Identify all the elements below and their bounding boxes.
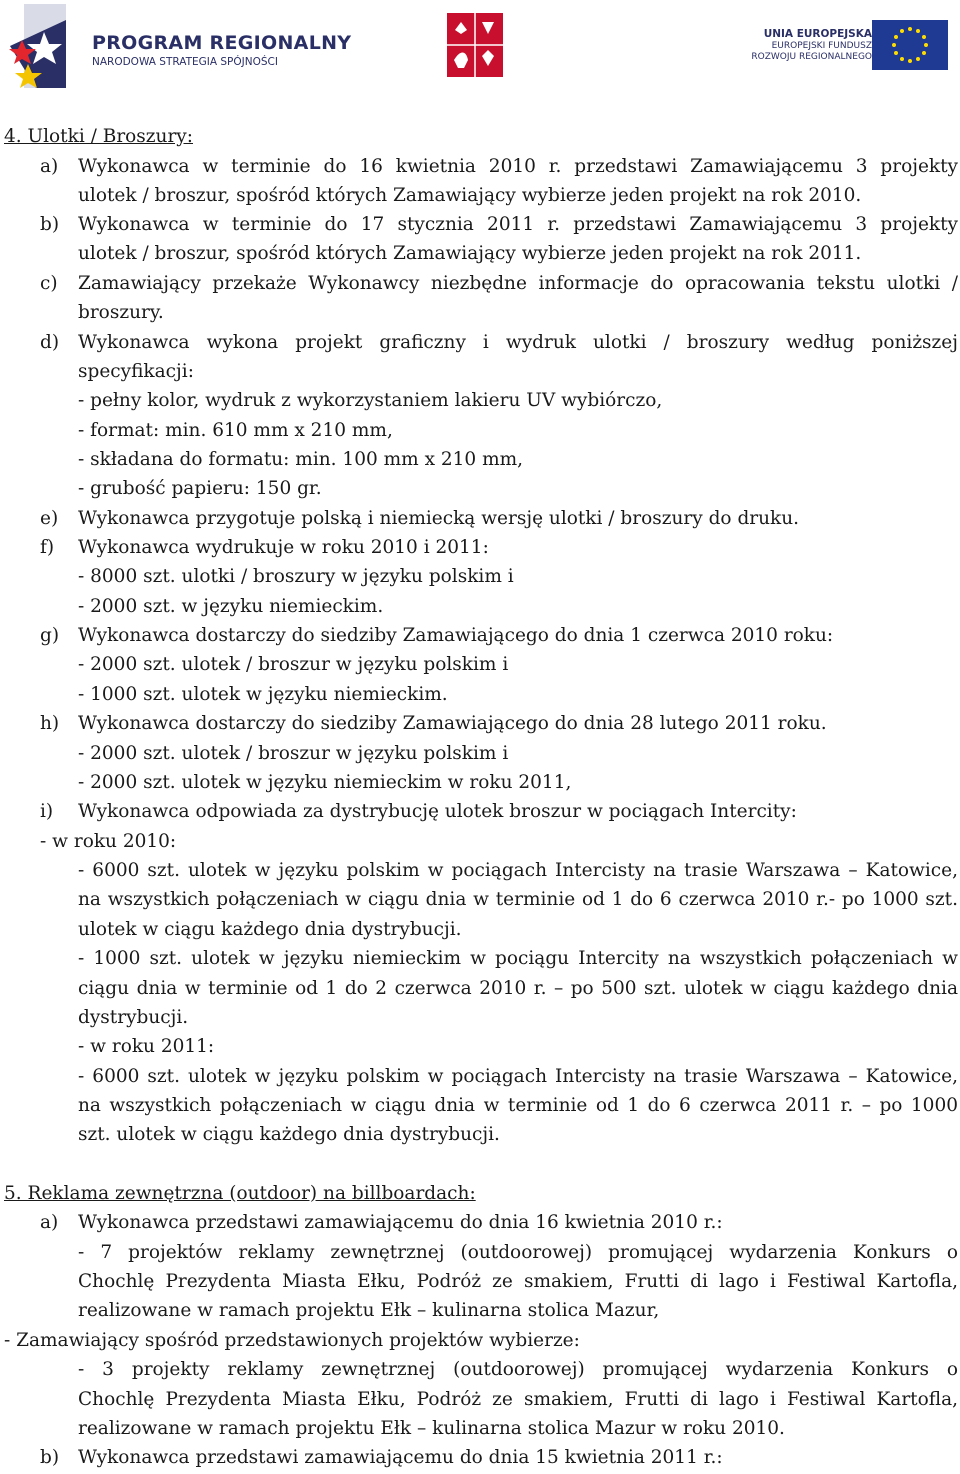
list-item-text: szt. ulotek w ciągu każdego dnia dystrybucji. — [78, 1124, 500, 1145]
list-marker: g) — [40, 625, 60, 646]
section-heading-4: 4. Ulotki / Broszury: — [4, 126, 193, 147]
list-item-text: na wszystkich połączeniach w ciągu dnia w terminie od 1 do 6 czerwca 2011 r. – po 1000 — [78, 1095, 958, 1116]
list-item-text: ulotek / broszur, spośród których Zamawiający wybierze jeden projekt na rok 2010. — [78, 185, 862, 206]
list-item-text: Wykonawca dostarczy do siedziby Zamawiającego do dnia 1 czerwca 2010 roku: — [78, 625, 834, 646]
eu-line-3: ROZWOJU REGIONALNEGO — [751, 52, 872, 62]
list-item-text: - 2000 szt. w języku niemieckim. — [78, 596, 384, 617]
page-header — [0, 0, 960, 100]
list-item-text: broszury. — [78, 302, 164, 323]
list-item-text: specyfikacji: — [78, 361, 194, 382]
list-marker: c) — [40, 273, 58, 294]
coat-of-arms-icon — [446, 12, 504, 78]
list-item-text: Wykonawca przedstawi zamawiającemu do dnia 16 kwietnia 2010 r.: — [78, 1212, 723, 1233]
list-item-text: Wykonawca w terminie do 16 kwietnia 2010 r. przedstawi Zamawiającemu 3 projekty — [78, 156, 958, 177]
eu-flag-icon — [872, 20, 948, 70]
list-item-text: Wykonawca odpowiada za dystrybucję ulotek broszur w pociągach Intercity: — [78, 801, 797, 822]
list-marker: b) — [40, 1447, 60, 1468]
spec-line: - format: min. 610 mm x 210 mm, — [78, 420, 393, 441]
program-regionalny-logo — [6, 2, 356, 94]
list-item-text: Chochlę Prezydenta Miasta Ełku, Podróż ze smakiem, Frutti di lago i Festiwal Kartofla, — [78, 1271, 958, 1292]
spec-line: - pełny kolor, wydruk z wykorzystaniem lakieru UV wybiórczo, — [78, 390, 663, 411]
program-regionalny-emblem-icon — [6, 2, 86, 92]
list-item-text: Wykonawca wydrukuje w roku 2010 i 2011: — [78, 537, 489, 558]
list-item-text: - 8000 szt. ulotki / broszury w języku polskim i — [78, 566, 514, 587]
list-item-text: Zamawiający przekaże Wykonawcy niezbędne informacje do opracowania tekstu ulotki / — [78, 273, 958, 294]
list-marker: e) — [40, 508, 59, 529]
list-marker: f) — [40, 537, 55, 558]
list-item-text: Wykonawca przedstawi zamawiającemu do dnia 15 kwietnia 2011 r.: — [78, 1447, 723, 1468]
list-item-text: na wszystkich połączeniach w ciągu dnia w terminie od 1 do 6 czerwca 2010 r.- po 1000 szt. — [78, 889, 958, 910]
list-item-text: - 2000 szt. ulotek w języku niemieckim w roku 2011, — [78, 772, 572, 793]
eu-line-1: UNIA EUROPEJSKA — [763, 28, 872, 40]
section-heading-5: 5. Reklama zewnętrzna (outdoor) na billboardach: — [4, 1183, 476, 1204]
list-item-text: ulotek / broszur, spośród których Zamawiający wybierze jeden projekt na rok 2011. — [78, 243, 862, 264]
list-marker: b) — [40, 214, 60, 235]
list-item-text: - 1000 szt. ulotek w języku niemieckim. — [78, 684, 448, 705]
list-item-text: Wykonawca przygotuje polską i niemiecką wersję ulotki / broszury do druku. — [78, 508, 800, 529]
list-item-text: - 6000 szt. ulotek w języku polskim w pociągach Intercisty na trasie Warszawa – Katowice, — [78, 860, 958, 881]
list-item-text: ulotek w ciągu każdego dnia dystrybucji. — [78, 919, 462, 940]
eu-label — [722, 28, 872, 63]
list-item-text: - 6000 szt. ulotek w języku polskim w pociągach Intercisty na trasie Warszawa – Katowice, — [78, 1066, 958, 1087]
list-item-text: - 7 projektów reklamy zewnętrznej (outdoorowej) promującej wydarzenia Konkurs o — [78, 1242, 958, 1263]
list-marker: a) — [40, 1212, 59, 1233]
list-item-text: - 2000 szt. ulotek / broszur w języku polskim i — [78, 743, 509, 764]
list-item-text: - 2000 szt. ulotek / broszur w języku polskim i — [78, 654, 509, 675]
list-item-text: Wykonawca w terminie do 17 stycznia 2011 r. przedstawi Zamawiającemu 3 projekty — [78, 214, 958, 235]
list-marker: h) — [40, 713, 60, 734]
program-subtitle: NARODOWA STRATEGIA SPÓJNOŚCI — [92, 56, 278, 68]
list-marker: d) — [40, 332, 60, 353]
list-marker: i) — [40, 801, 54, 822]
list-item-text: realizowane w ramach projektu Ełk – kulinarna stolica Mazur, — [78, 1300, 660, 1321]
list-item-text: - 3 projekty reklamy zewnętrznej (outdoorowej) promującej wydarzenia Konkurs o — [78, 1359, 958, 1380]
list-item-text: Wykonawca wykona projekt graficzny i wydruk ulotki / broszury według poniższej — [78, 332, 958, 353]
spec-line: - składana do formatu: min. 100 mm x 210 mm, — [78, 449, 524, 470]
list-marker: a) — [40, 156, 59, 177]
spec-line: - grubość papieru: 150 gr. — [78, 478, 322, 499]
list-item-text: - w roku 2011: — [78, 1036, 215, 1057]
list-item-text: dystrybucji. — [78, 1007, 189, 1028]
eu-line-2: EUROPEJSKI FUNDUSZ — [771, 41, 872, 51]
list-item-text: Chochlę Prezydenta Miasta Ełku, Podróż ze smakiem, Frutti di lago i Festiwal Kartofla, — [78, 1389, 958, 1410]
list-item-text: Wykonawca dostarczy do siedziby Zamawiającego do dnia 28 lutego 2011 roku. — [78, 713, 827, 734]
list-item-text: realizowane w ramach projektu Ełk – kulinarna stolica Mazur w roku 2010. — [78, 1418, 785, 1439]
program-title: PROGRAM REGIONALNY — [92, 32, 352, 54]
list-item-text: - 1000 szt. ulotek w języku niemieckim w pociągu Intercity na wszystkich połączeniach w — [78, 948, 958, 969]
list-item-text: ciągu dnia w terminie od 1 do 2 czerwca 2010 r. – po 500 szt. ulotek w ciągu każdego dnia — [78, 978, 958, 999]
list-item-text: - w roku 2010: — [40, 831, 177, 852]
list-item-text: - Zamawiający spośród przedstawionych projektów wybierze: — [4, 1330, 580, 1351]
